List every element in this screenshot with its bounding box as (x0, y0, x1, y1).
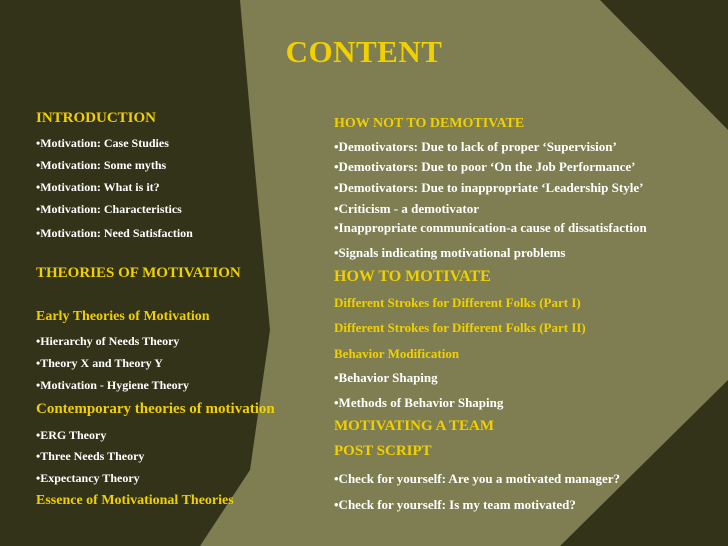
early-theory-item[interactable]: •Theory X and Theory Y (36, 356, 163, 370)
early-theory-item[interactable]: •Hierarchy of Needs Theory (36, 334, 180, 348)
intro-item[interactable]: •Motivation: Case Studies (36, 136, 169, 150)
demotivate-item[interactable]: •Demotivators: Due to inappropriate ‘Leadership Style’ (334, 180, 644, 195)
motivate-topic[interactable]: Different Strokes for Different Folks (Part II) (334, 320, 586, 335)
early-theory-item[interactable]: •Motivation - Hygiene Theory (36, 378, 189, 392)
postscript-heading[interactable]: POST SCRIPT (334, 443, 432, 459)
postscript-item[interactable]: •Check for yourself: Are you a motivated manager? (334, 471, 621, 486)
motivate-topic[interactable]: Behavior Modification (334, 346, 460, 361)
theories-heading[interactable]: THEORIES OF MOTIVATION (36, 265, 241, 281)
page-title: CONTENT (285, 34, 443, 69)
early-theories-heading[interactable]: Early Theories of Motivation (36, 309, 210, 324)
intro-item[interactable]: •Motivation: Need Satisfaction (36, 226, 193, 240)
postscript-item[interactable]: •Check for yourself: Is my team motivated? (334, 497, 576, 512)
contemporary-theory-item[interactable]: •ERG Theory (36, 428, 107, 442)
intro-heading[interactable]: INTRODUCTION (36, 110, 157, 126)
demotivate-heading[interactable]: HOW NOT TO DEMOTIVATE (334, 116, 525, 131)
demotivate-item[interactable]: •Demotivators: Due to poor ‘On the Job Performance’ (334, 159, 636, 174)
intro-item[interactable]: •Motivation: Characteristics (36, 202, 182, 216)
motivate-heading[interactable]: HOW TO MOTIVATE (334, 268, 491, 285)
contemporary-theory-item[interactable]: •Three Needs Theory (36, 449, 145, 463)
intro-item[interactable]: •Motivation: What is it? (36, 180, 160, 194)
motivate-item[interactable]: •Methods of Behavior Shaping (334, 395, 504, 410)
demotivate-item[interactable]: •Signals indicating motivational problems (334, 245, 566, 260)
contemporary-theories-heading[interactable]: Contemporary theories of motivation (36, 401, 275, 417)
motivate-item[interactable]: •Behavior Shaping (334, 370, 438, 385)
contemporary-theory-item[interactable]: •Expectancy Theory (36, 471, 140, 485)
intro-item[interactable]: •Motivation: Some myths (36, 158, 167, 172)
demotivate-item[interactable]: •Demotivators: Due to lack of proper ‘Supervision’ (334, 139, 617, 154)
essence-item[interactable]: Essence of Motivational Theories (36, 493, 234, 508)
demotivate-item[interactable]: •Inappropriate communication-a cause of dissatisfaction (334, 220, 647, 235)
demotivate-item[interactable]: •Criticism - a demotivator (334, 201, 479, 216)
motivate-topic[interactable]: Different Strokes for Different Folks (Part I) (334, 295, 581, 310)
team-heading[interactable]: MOTIVATING A TEAM (334, 418, 495, 434)
